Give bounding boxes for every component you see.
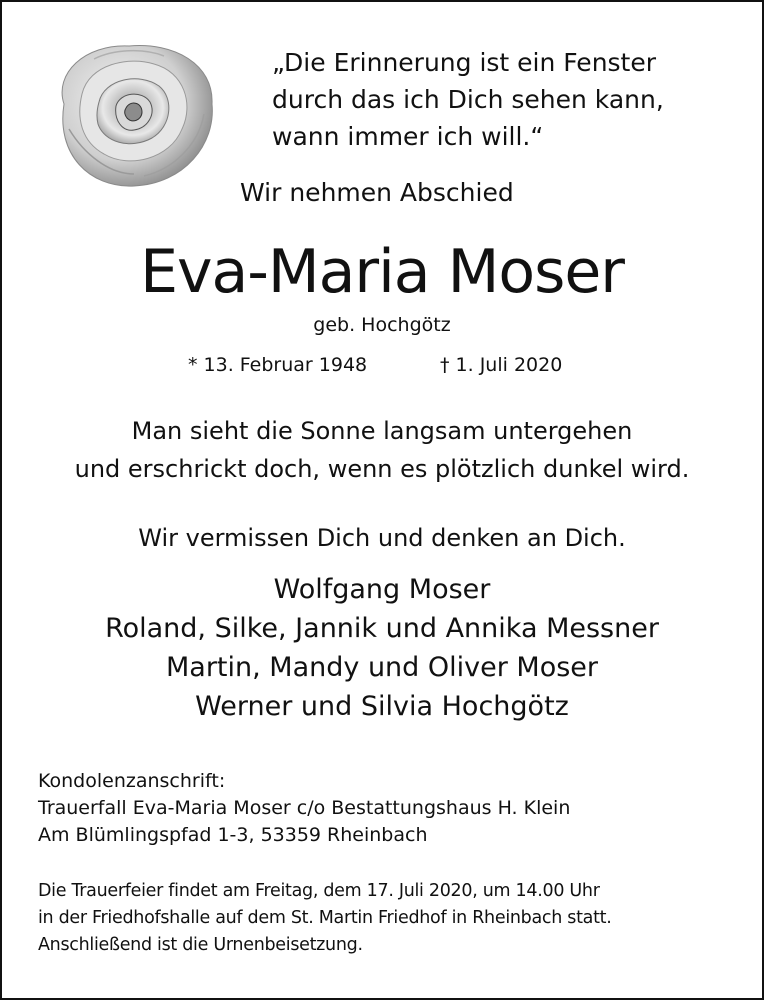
ceremony-line: Anschließend ist die Urnenbeisetzung. xyxy=(38,935,363,955)
mourner: Martin, Mandy und Oliver Moser xyxy=(165,652,599,683)
quote-line: durch das ich Dich sehen kann, xyxy=(272,85,664,114)
death-date: † 1. Juli 2020 xyxy=(440,354,563,376)
quote-line: wann immer ich will.“ xyxy=(272,122,544,151)
intro-text: Wir nehmen Abschied xyxy=(240,178,514,207)
mourner: Werner und Silvia Hochgötz xyxy=(195,691,569,722)
quote xyxy=(272,44,732,155)
miss-line: Wir vermissen Dich und denken an Dich. xyxy=(138,524,626,552)
poem-line: und erschrickt doch, wenn es plötzlich dunkel wird. xyxy=(74,455,690,483)
mourner: Roland, Silke, Jannik und Annika Messner xyxy=(105,613,659,644)
address-line: Am Blümlingspfad 1-3, 53359 Rheinbach xyxy=(38,824,428,846)
ceremony-line: Die Trauerfeier findet am Freitag, dem 17. Juli 2020, um 14.00 Uhr xyxy=(38,881,600,901)
address-line: Trauerfall Eva-Maria Moser c/o Bestattungshaus H. Klein xyxy=(38,797,571,819)
maiden-name: geb. Hochgötz xyxy=(313,314,451,336)
ceremony-info xyxy=(38,878,738,959)
mourner: Wolfgang Moser xyxy=(273,574,491,605)
condolence-address xyxy=(38,768,738,849)
mourners-list xyxy=(0,570,764,726)
deceased-name: Eva-Maria Moser xyxy=(140,237,624,307)
poem-line: Man sieht die Sonne langsam untergehen xyxy=(131,417,633,445)
ceremony-line: in der Friedhofshalle auf dem St. Martin Friedhof in Rheinbach statt. xyxy=(38,908,612,928)
quote-line: „Die Erinnerung ist ein Fenster xyxy=(272,48,657,77)
address-line: Kondolenzanschrift: xyxy=(38,770,226,792)
poem xyxy=(0,412,764,488)
rose-image xyxy=(34,34,234,194)
birth-date: * 13. Februar 1948 xyxy=(188,354,368,376)
